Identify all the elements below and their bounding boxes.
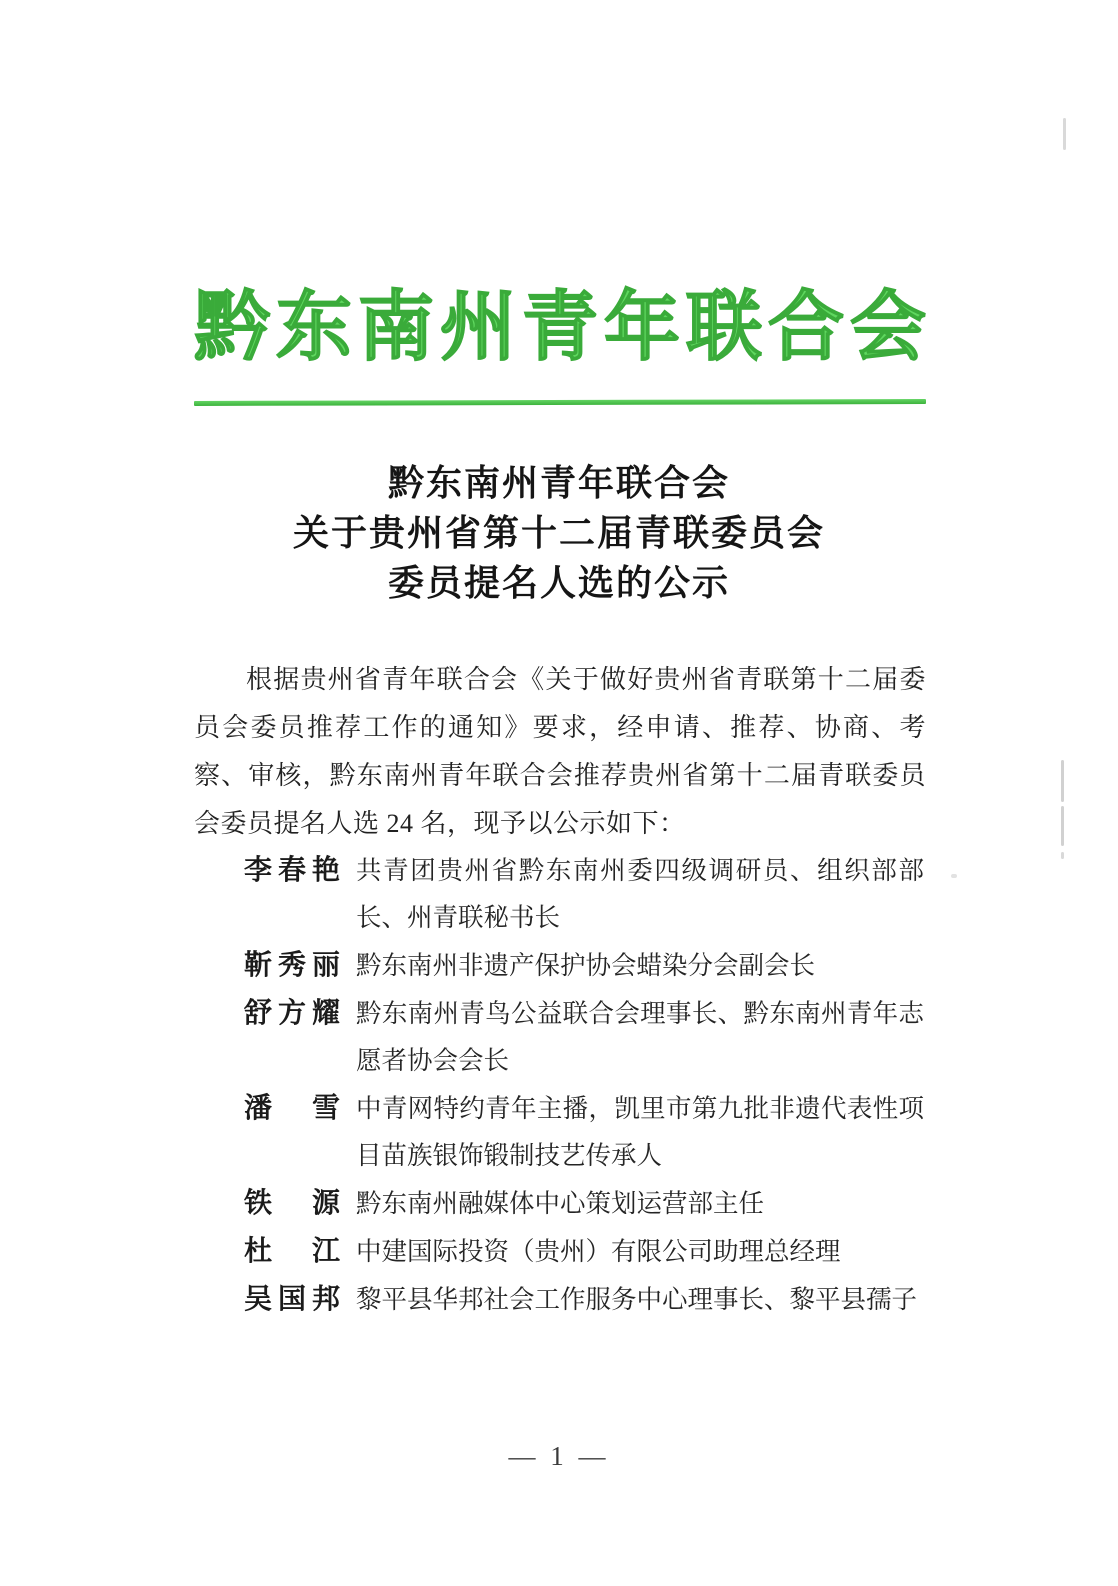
letterhead-title: 黔东南州青年联合会 [194,286,926,370]
nominee-row [244,1227,924,1275]
document-title-line-3: 委员提名人选的公示 [387,563,730,603]
nominee-row [244,846,924,941]
nominee-name: 铁 源 [244,1187,340,1218]
scan-artifact [1061,806,1064,846]
nominee-description: 黎平县华邦社会工作服务中心理事长、黎平县孺子 [356,1285,918,1314]
scan-artifact [1061,760,1064,802]
nominee-name: 潘 雪 [244,1092,340,1123]
nominee-name: 杜 江 [244,1235,340,1266]
scan-artifact [1063,118,1066,150]
intro-paragraph: 根据贵州省青年联合会《关于做好贵州省青联第十二届委员会委员推荐工作的通知》要求，经申请、推荐、协商、考察、审核，黔东南州青年联合会推荐贵州省第十二届青联委员会委员提名人选 24 名，现予以公示如下： [194,665,926,838]
letterhead-rule [194,399,926,406]
nominee-description: 黔东南州非遗产保护协会蜡染分会副会长 [356,951,816,980]
nominee-description: 中青网特约青年主播，凯里市第九批非遗代表性项目苗族银饰锻制技艺传承人 [356,1094,924,1170]
nominee-description: 黔东南州青鸟公益联合会理事长、黔东南州青年志愿者协会会长 [356,999,924,1075]
nominee-name: 舒方耀 [244,997,340,1028]
scan-artifact [951,874,957,878]
document-title-line-1: 黔东南州青年联合会 [387,463,730,503]
nominee-name: 李春艳 [244,854,340,885]
page-number: — 1 — [508,1441,610,1471]
nominee-description: 共青团贵州省黔东南州委四级调研员、组织部部长、州青联秘书长 [356,856,924,932]
nominee-list [244,846,924,1323]
document-title [0,458,1118,608]
nominee-row [244,941,924,989]
scan-artifact [1061,852,1064,859]
nominee-row [244,989,924,1084]
nominee-name: 吴国邦 [244,1283,340,1314]
nominee-name: 靳秀丽 [244,949,340,980]
nominee-row [244,1179,924,1227]
nominee-description: 中建国际投资（贵州）有限公司助理总经理 [356,1237,841,1266]
nominee-description: 黔东南州融媒体中心策划运营部主任 [356,1189,765,1218]
nominee-row [244,1084,924,1179]
document-title-line-2: 关于贵州省第十二届青联委员会 [292,513,825,553]
nominee-row [244,1275,924,1323]
